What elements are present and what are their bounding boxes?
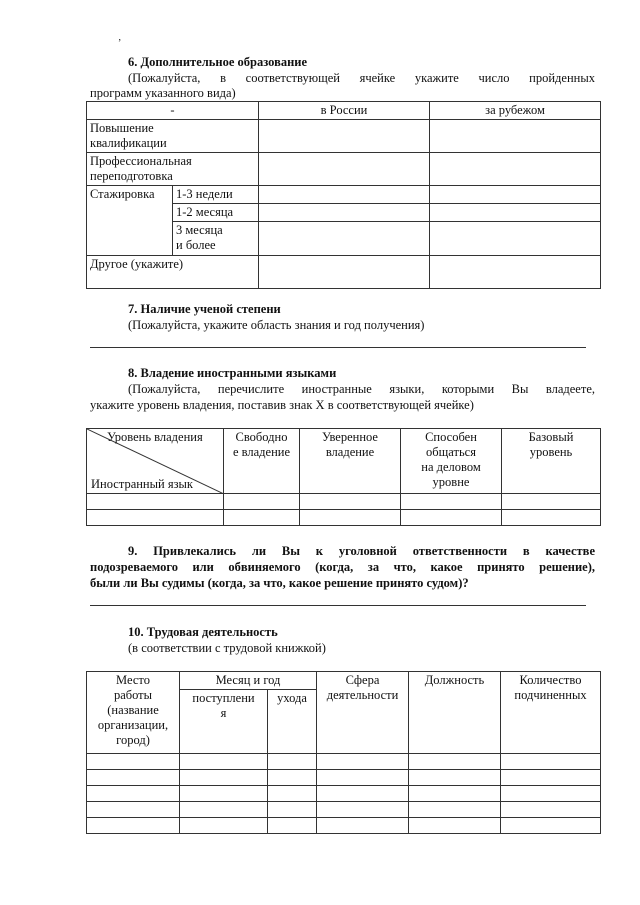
cell-internship-3-abroad[interactable] xyxy=(430,222,601,256)
cell-other-russia[interactable] xyxy=(259,256,430,289)
employment-history-table xyxy=(86,671,601,834)
cell-language-name[interactable] xyxy=(87,494,224,510)
column-header-subordinates: Количество подчиненных xyxy=(501,672,601,754)
section7-instruction: (Пожалуйста, укажите область знания и год получения) xyxy=(128,318,425,332)
column-header-business: Способен общаться на деловом уровне xyxy=(401,429,502,494)
table-header-blank: - xyxy=(87,102,259,120)
table-row xyxy=(87,186,601,204)
cell-business[interactable] xyxy=(401,494,502,510)
table-row xyxy=(87,153,601,186)
cell-retraining-abroad[interactable] xyxy=(430,153,601,186)
cell-retraining-russia[interactable] xyxy=(259,153,430,186)
cell-fluent[interactable] xyxy=(224,510,300,526)
foreign-languages-table xyxy=(86,428,601,526)
section9-question-line2: подозреваемого или обвиняемого (когда, за что, какое принято решение), xyxy=(90,560,595,574)
section7-answer-line[interactable] xyxy=(90,347,586,348)
cell-internship-2-russia[interactable] xyxy=(259,204,430,222)
column-header-fluent: Свободно е владение xyxy=(224,429,300,494)
table-row xyxy=(87,786,601,802)
column-header-basic: Базовый уровень xyxy=(502,429,601,494)
section8-title: 8. Владение иностранными языками xyxy=(128,366,337,380)
cell-internship-2-abroad[interactable] xyxy=(430,204,601,222)
header-proficiency-level: Уровень владения xyxy=(107,430,203,444)
column-header-russia: в России xyxy=(259,102,430,120)
table-row xyxy=(87,818,601,834)
cell-basic[interactable] xyxy=(502,494,601,510)
internship-duration-1-2-months: 1-2 месяца xyxy=(173,204,259,222)
additional-education-table xyxy=(86,101,601,289)
column-header-entry: поступлени я xyxy=(180,690,268,754)
cell-internship-3-russia[interactable] xyxy=(259,222,430,256)
cell-confident[interactable] xyxy=(300,494,401,510)
table-row xyxy=(87,754,601,770)
column-header-workplace: Место работы (название организации, город) xyxy=(87,672,180,754)
cell-basic[interactable] xyxy=(502,510,601,526)
header-foreign-language: Иностранный язык xyxy=(91,477,193,491)
cell-internship-1-abroad[interactable] xyxy=(430,186,601,204)
cell-qualification-russia[interactable] xyxy=(259,120,430,153)
section6-instruction-line1: (Пожалуйста, в соответствующей ячейке укажите число пройденных xyxy=(128,71,595,85)
section7-title: 7. Наличие ученой степени xyxy=(128,302,281,316)
stray-mark: ʼ xyxy=(118,38,122,49)
table-row xyxy=(87,510,601,526)
section8-instruction-line2: укажите уровень владения, поставив знак Х в соответствующей ячейке) xyxy=(90,398,474,412)
row-label-internship: Стажировка xyxy=(87,186,173,256)
row-label-other: Другое (укажите) xyxy=(87,256,259,289)
cell-internship-1-russia[interactable] xyxy=(259,186,430,204)
section6-title: 6. Дополнительное образование xyxy=(128,55,308,69)
column-header-position: Должность xyxy=(409,672,501,754)
column-header-sphere: Сфера деятельности xyxy=(317,672,409,754)
cell-other-abroad[interactable] xyxy=(430,256,601,289)
table-row xyxy=(87,120,601,153)
section8-instruction-line1: (Пожалуйста, перечислите иностранные языки, которыми Вы владеете, xyxy=(128,382,595,396)
section9-answer-line[interactable] xyxy=(90,605,586,606)
cell-confident[interactable] xyxy=(300,510,401,526)
internship-duration-1-3-weeks: 1-3 недели xyxy=(173,186,259,204)
cell-language-name[interactable] xyxy=(87,510,224,526)
cell-fluent[interactable] xyxy=(224,494,300,510)
section6-instruction-line2: программ указанного вида) xyxy=(90,86,236,100)
section9-question-line3: были ли Вы судимы (когда, за что, какое решение принято судом)? xyxy=(90,576,469,590)
cell-qualification-abroad[interactable] xyxy=(430,120,601,153)
column-header-exit: ухода xyxy=(268,690,317,754)
column-header-confident: Уверенное владение xyxy=(300,429,401,494)
diagonal-header-cell xyxy=(87,429,224,494)
column-header-month-year: Месяц и год xyxy=(180,672,317,690)
column-header-abroad: за рубежом xyxy=(430,102,601,120)
cell-business[interactable] xyxy=(401,510,502,526)
internship-duration-3-months-plus: 3 месяца и более xyxy=(173,222,259,256)
table-row xyxy=(87,770,601,786)
row-label-retraining: Профессиональная переподготовка xyxy=(87,153,259,186)
row-label-qualification: Повышение квалификации xyxy=(87,120,259,153)
section10-instruction: (в соответствии с трудовой книжкой) xyxy=(128,641,326,655)
table-row xyxy=(87,256,601,289)
table-row xyxy=(87,802,601,818)
table-row xyxy=(87,494,601,510)
section10-title: 10. Трудовая деятельность xyxy=(128,625,278,639)
section9-question-line1: 9. Привлекались ли Вы к уголовной ответственности в качестве xyxy=(128,544,595,558)
